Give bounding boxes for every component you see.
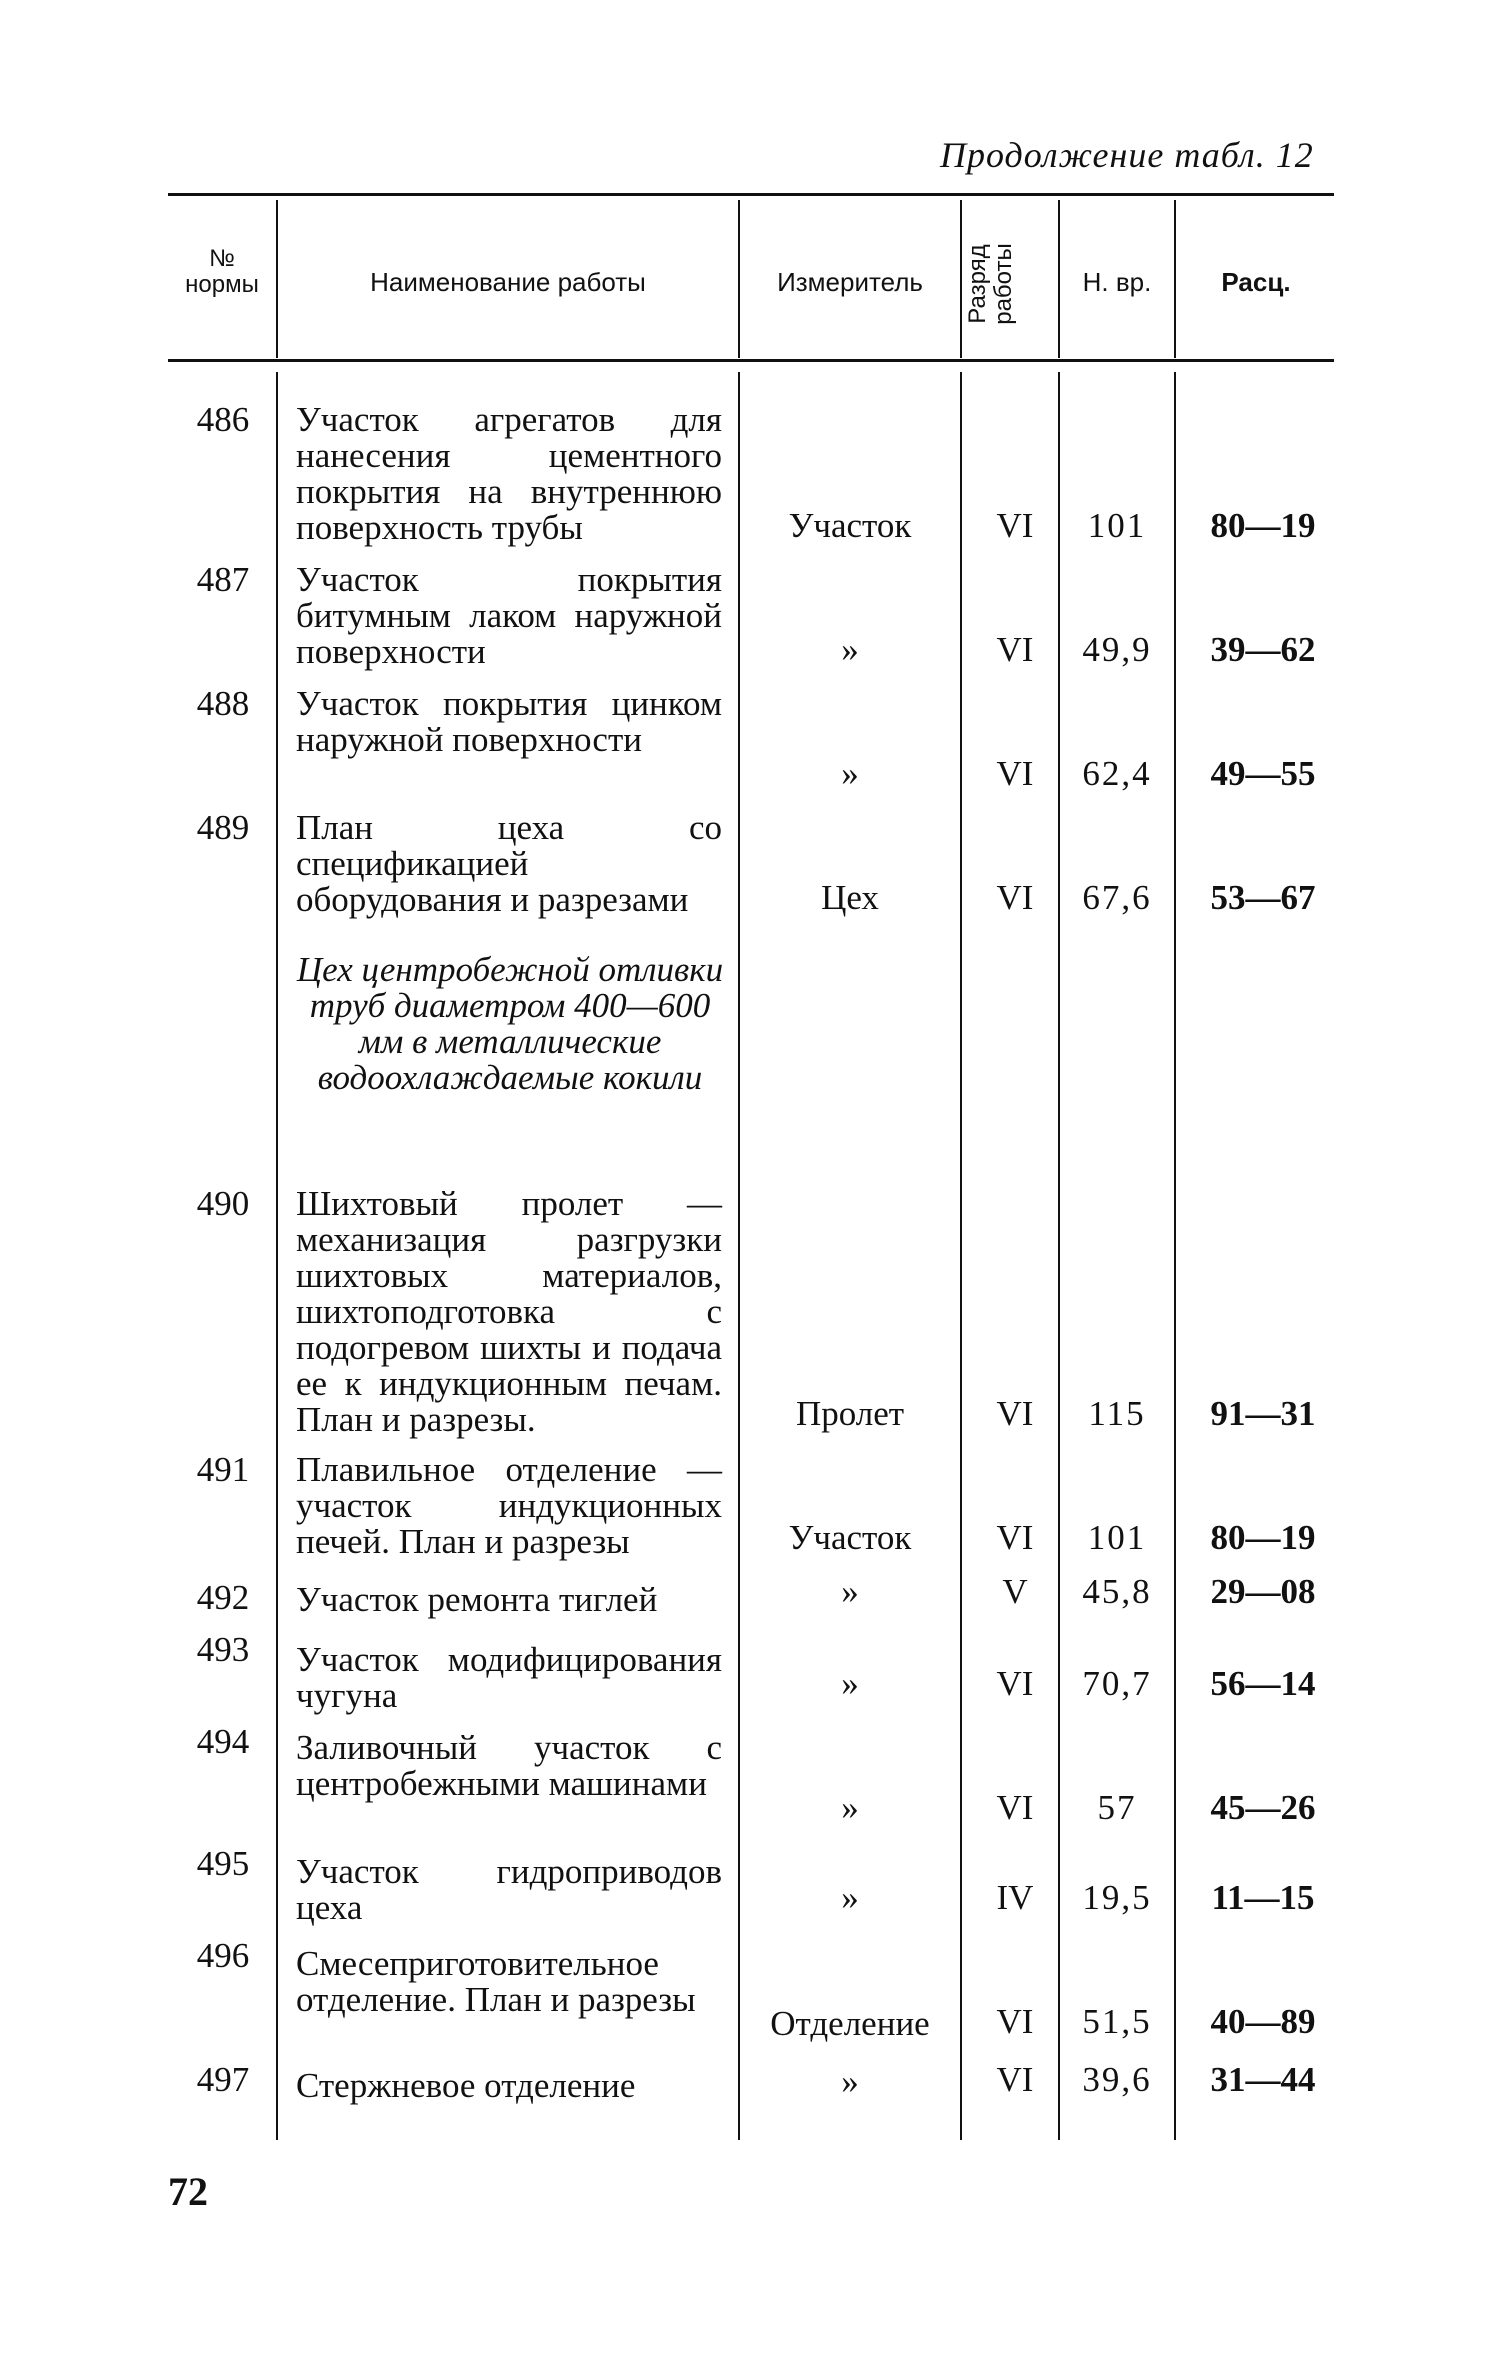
row-measure: »: [841, 2062, 859, 2101]
row-norm: 19,5: [1082, 1878, 1152, 1917]
body-col-line: [738, 372, 740, 2140]
row-measure: »: [841, 630, 859, 669]
row-grade: VI: [996, 1394, 1034, 1433]
row-norm: 57: [1097, 1788, 1137, 1827]
body-col-line: [960, 372, 962, 2140]
row-grade: VI: [996, 2060, 1034, 2099]
row-number: 495: [196, 1844, 250, 1883]
row-rate: 56—14: [1210, 1664, 1316, 1703]
header-num-line2: нормы: [185, 271, 259, 298]
row-norm: 39,6: [1082, 2060, 1152, 2099]
row-measure: »: [841, 1788, 859, 1827]
header-rate: Расц.: [1221, 267, 1291, 297]
row-measure: Участок: [788, 1518, 912, 1557]
row-norm: 45,8: [1082, 1572, 1152, 1611]
row-grade: IV: [996, 1878, 1034, 1917]
row-grade: VI: [996, 1788, 1034, 1827]
row-grade: VI: [996, 878, 1034, 917]
row-norm: 67,6: [1082, 878, 1152, 917]
body-col-line: [276, 372, 278, 2140]
row-grade: VI: [996, 1664, 1034, 1703]
row-rate: 80—19: [1210, 1518, 1316, 1557]
row-norm: 51,5: [1082, 2002, 1152, 2041]
row-measure: »: [841, 1878, 859, 1917]
row-number: 492: [196, 1578, 250, 1617]
section-heading: Цех центробежной отливки труб диаметром 400—600 мм в металлические водоохлаждаемые кокили: [296, 950, 724, 1097]
row-norm: 101: [1087, 506, 1147, 545]
header-num-line1: №: [209, 245, 235, 272]
row-name: Участок модифицирования чугуна: [296, 1640, 722, 1715]
row-measure: Пролет: [795, 1394, 905, 1433]
table-continuation-title: Продолжение табл. 12: [940, 135, 1314, 175]
row-grade: VI: [996, 506, 1034, 545]
row-measure: »: [841, 1664, 859, 1703]
row-number: 497: [196, 2060, 250, 2099]
row-norm: 62,4: [1082, 754, 1152, 793]
row-number: 489: [196, 808, 250, 847]
row-rate: 45—26: [1210, 1788, 1316, 1827]
body-col-line: [1174, 372, 1176, 2140]
row-name: Участок покрытия цинком наружной поверхности: [296, 684, 722, 759]
row-rate: 40—89: [1210, 2002, 1316, 2041]
row-measure: »: [841, 754, 859, 793]
header-rule: [168, 359, 1334, 362]
row-grade: VI: [996, 2002, 1034, 2041]
row-measure: Участок: [788, 506, 912, 545]
row-rate: 80—19: [1210, 506, 1316, 545]
row-rate: 11—15: [1211, 1878, 1315, 1917]
row-number: 491: [196, 1450, 250, 1489]
row-grade: VI: [996, 754, 1034, 793]
row-rate: 91—31: [1210, 1394, 1316, 1433]
row-rate: 49—55: [1210, 754, 1316, 793]
row-number: 493: [196, 1630, 250, 1669]
row-name: Заливочный участок с центробежными машинами: [296, 1728, 722, 1803]
row-grade: V: [1002, 1572, 1028, 1611]
header-grade-line1: Разряд: [964, 244, 991, 324]
header-col-line: [738, 200, 740, 358]
row-norm: 115: [1088, 1394, 1146, 1433]
header-col-line: [1174, 200, 1176, 358]
row-grade: VI: [996, 1518, 1034, 1557]
row-rate: 39—62: [1210, 630, 1316, 669]
row-name: План цеха со спецификацией оборудования и разрезами: [296, 808, 722, 919]
row-name: Участок гидроприводов цеха: [296, 1852, 722, 1927]
row-norm: 70,7: [1082, 1664, 1152, 1703]
row-measure: Отделение: [770, 2004, 930, 2043]
row-rate: 53—67: [1210, 878, 1316, 917]
row-name: Участок агрегатов для нанесения цементного покрытия на внутреннюю поверхность трубы: [296, 400, 722, 547]
row-name: Участок покрытия битумным лаком наружной поверхности: [296, 560, 722, 671]
row-rate: 31—44: [1210, 2060, 1316, 2099]
row-name: Участок ремонта тиглей: [296, 1580, 658, 1619]
row-grade: VI: [996, 630, 1034, 669]
header-grade: [955, 230, 1055, 330]
header-name: Наименование работы: [370, 267, 646, 297]
header-grade-line2: работы: [990, 243, 1017, 325]
header-col-line: [276, 200, 278, 358]
row-norm: 49,9: [1082, 630, 1152, 669]
row-number: 486: [196, 400, 250, 439]
row-name: Смесеприготовительное отделение. План и разрезы: [296, 1944, 696, 2019]
header-norm: Н. вр.: [1082, 267, 1152, 297]
row-number: 494: [196, 1722, 250, 1761]
row-number: 490: [196, 1184, 250, 1223]
row-measure: »: [841, 1572, 859, 1611]
page-number: 72: [168, 2169, 208, 2214]
row-name: Стержневое отделение: [296, 2066, 636, 2105]
row-name: Шихтовый пролет — механизация разгрузки шихтовых материалов, шихтоподготовка с подогревом шихты и подача ее к индукционным печам. План и разрезы.: [296, 1184, 722, 1439]
header-num: [168, 246, 276, 298]
row-measure: Цех: [821, 878, 879, 917]
row-name: Плавильное отделение — участок индукционных печей. План и разрезы: [296, 1450, 722, 1561]
row-rate: 29—08: [1210, 1572, 1316, 1611]
header-col-line: [1058, 200, 1060, 358]
row-number: 487: [196, 560, 250, 599]
row-number: 496: [196, 1936, 250, 1975]
row-number: 488: [196, 684, 250, 723]
row-norm: 101: [1087, 1518, 1147, 1557]
top-rule: [168, 193, 1334, 196]
header-measure: Измеритель: [777, 267, 923, 297]
